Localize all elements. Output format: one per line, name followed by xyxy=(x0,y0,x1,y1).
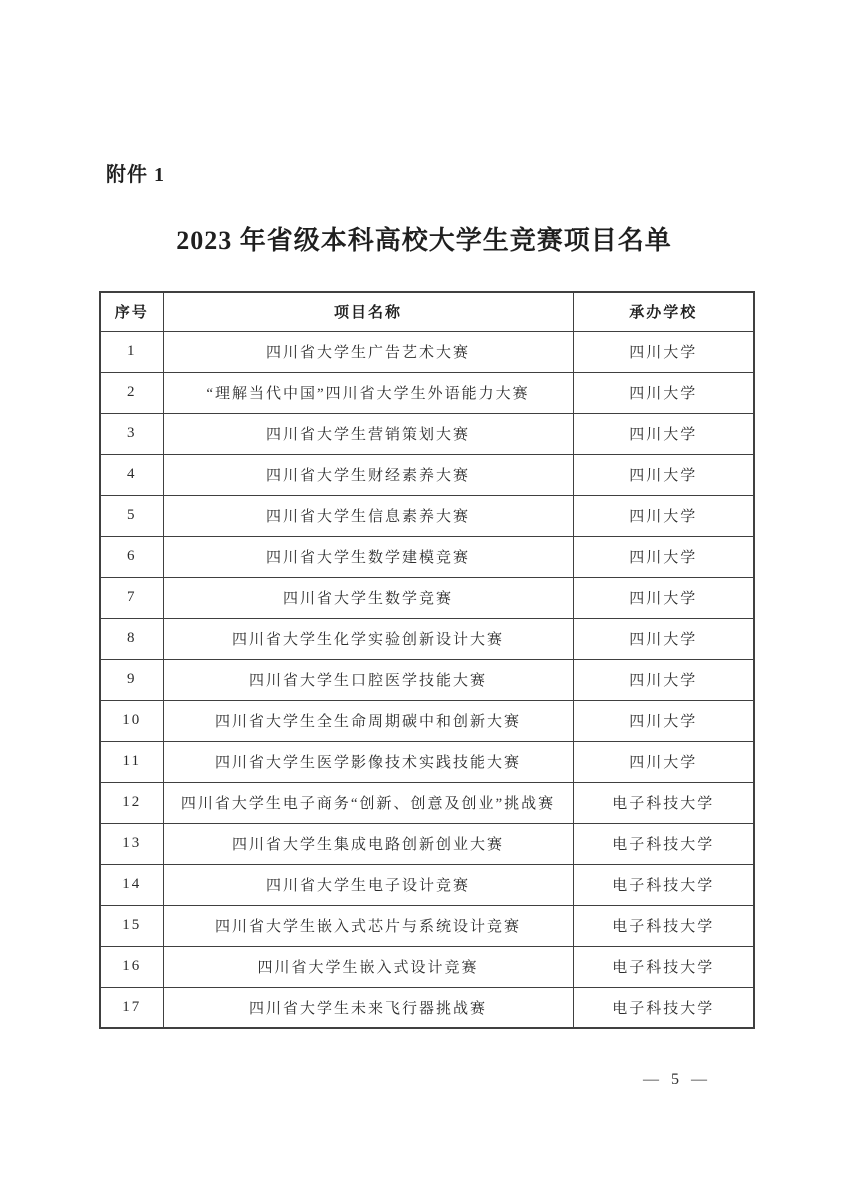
table-row xyxy=(100,864,754,905)
table-header-row xyxy=(100,292,754,331)
table-row xyxy=(100,987,754,1028)
row-project-name: 四川省大学生化学实验创新设计大赛 xyxy=(163,618,573,659)
attachment-label: 附件 1 xyxy=(106,164,165,186)
row-serial-number: 5 xyxy=(100,495,163,536)
row-serial-number: 1 xyxy=(100,331,163,372)
table-row xyxy=(100,700,754,741)
row-project-name: 四川省大学生电子设计竞赛 xyxy=(163,864,573,905)
row-project-name: 四川省大学生广告艺术大赛 xyxy=(163,331,573,372)
row-host-school: 四川大学 xyxy=(573,618,754,659)
page-title: 2023 年省级本科高校大学生竞赛项目名单 xyxy=(176,226,672,255)
row-project-name: 四川省大学生未来飞行器挑战赛 xyxy=(163,987,573,1028)
row-host-school: 四川大学 xyxy=(573,372,754,413)
row-host-school: 四川大学 xyxy=(573,577,754,618)
row-serial-number: 3 xyxy=(100,413,163,454)
row-host-school: 电子科技大学 xyxy=(573,905,754,946)
row-host-school: 电子科技大学 xyxy=(573,946,754,987)
row-serial-number: 7 xyxy=(100,577,163,618)
row-serial-number: 12 xyxy=(100,782,163,823)
table-row xyxy=(100,905,754,946)
row-project-name: 四川省大学生嵌入式芯片与系统设计竞赛 xyxy=(163,905,573,946)
table-row xyxy=(100,618,754,659)
row-project-name: 四川省大学生集成电路创新创业大赛 xyxy=(163,823,573,864)
row-serial-number: 8 xyxy=(100,618,163,659)
row-project-name: 四川省大学生信息素养大赛 xyxy=(163,495,573,536)
row-project-name: 四川省大学生财经素养大赛 xyxy=(163,454,573,495)
row-serial-number: 10 xyxy=(100,700,163,741)
table-row xyxy=(100,331,754,372)
table-row xyxy=(100,741,754,782)
table-row xyxy=(100,495,754,536)
row-serial-number: 17 xyxy=(100,987,163,1028)
row-serial-number: 4 xyxy=(100,454,163,495)
row-host-school: 电子科技大学 xyxy=(573,782,754,823)
row-project-name: 四川省大学生数学建模竞赛 xyxy=(163,536,573,577)
row-host-school: 四川大学 xyxy=(573,536,754,577)
row-serial-number: 13 xyxy=(100,823,163,864)
competition-project-table xyxy=(99,291,755,1029)
page-number: — 5 — xyxy=(643,1071,711,1088)
table-row xyxy=(100,372,754,413)
row-host-school: 四川大学 xyxy=(573,413,754,454)
row-serial-number: 11 xyxy=(100,741,163,782)
row-project-name: 四川省大学生营销策划大赛 xyxy=(163,413,573,454)
row-serial-number: 2 xyxy=(100,372,163,413)
row-serial-number: 9 xyxy=(100,659,163,700)
table-row xyxy=(100,454,754,495)
row-host-school: 电子科技大学 xyxy=(573,987,754,1028)
row-project-name: 四川省大学生电子商务“创新、创意及创业”挑战赛 xyxy=(163,782,573,823)
row-project-name: 四川省大学生数学竞赛 xyxy=(163,577,573,618)
row-project-name: 四川省大学生嵌入式设计竞赛 xyxy=(163,946,573,987)
table-row xyxy=(100,536,754,577)
row-serial-number: 15 xyxy=(100,905,163,946)
table-row xyxy=(100,782,754,823)
table-row xyxy=(100,659,754,700)
row-project-name: 四川省大学生全生命周期碳中和创新大赛 xyxy=(163,700,573,741)
table-body xyxy=(100,331,754,1028)
row-serial-number: 16 xyxy=(100,946,163,987)
table-row xyxy=(100,413,754,454)
row-host-school: 四川大学 xyxy=(573,741,754,782)
row-host-school: 电子科技大学 xyxy=(573,823,754,864)
row-host-school: 四川大学 xyxy=(573,700,754,741)
table-row xyxy=(100,823,754,864)
column-header-project-name: 项目名称 xyxy=(163,292,573,331)
row-host-school: 四川大学 xyxy=(573,331,754,372)
row-project-name: 四川省大学生医学影像技术实践技能大赛 xyxy=(163,741,573,782)
column-header-host-school: 承办学校 xyxy=(573,292,754,331)
row-project-name: 四川省大学生口腔医学技能大赛 xyxy=(163,659,573,700)
table-row xyxy=(100,946,754,987)
row-host-school: 四川大学 xyxy=(573,495,754,536)
row-project-name: “理解当代中国”四川省大学生外语能力大赛 xyxy=(163,372,573,413)
row-serial-number: 6 xyxy=(100,536,163,577)
column-header-serial-number: 序号 xyxy=(100,292,163,331)
table-row xyxy=(100,577,754,618)
row-serial-number: 14 xyxy=(100,864,163,905)
row-host-school: 四川大学 xyxy=(573,659,754,700)
row-host-school: 电子科技大学 xyxy=(573,864,754,905)
row-host-school: 四川大学 xyxy=(573,454,754,495)
